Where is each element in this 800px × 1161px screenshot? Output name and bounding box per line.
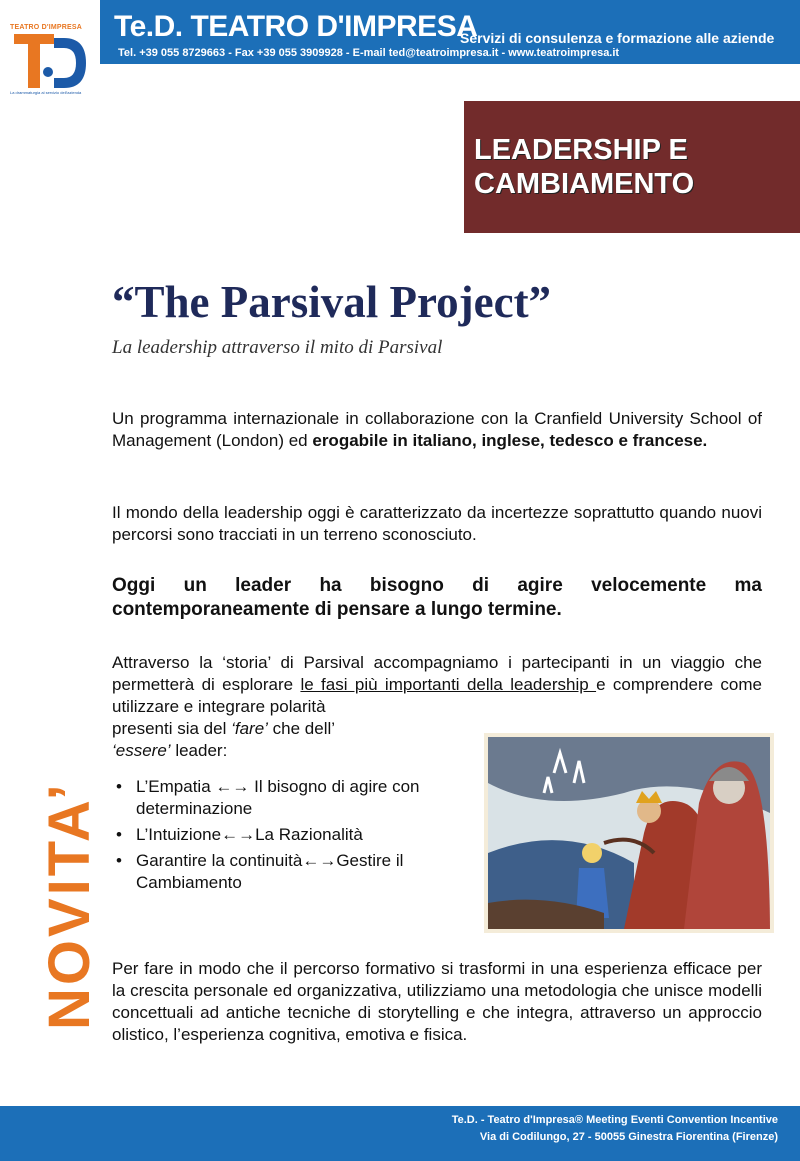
journey-text: Attraverso la ‘storia’ di Parsival accompagniamo i partecipanti in un viaggio che permetterà di esplorare — [112, 653, 762, 694]
intro-paragraph — [112, 408, 762, 452]
section-title: LEADERSHIP E CAMBIAMENTO — [474, 134, 695, 200]
polarity-list — [112, 776, 468, 898]
fare-word: ‘fare’ — [231, 719, 268, 738]
journey-text-e: leader: — [170, 741, 228, 760]
key-statement: Oggi un leader ha bisogno di agire velocemente ma contemporaneamente di pensare a lungo termine. — [112, 575, 762, 620]
methodology-paragraph: Per fare in modo che il percorso formativo si trasformi in una esperienza efficace per la crescita personale ed organizzativa, utilizziamo una metodologia che unisce modelli concettuali ad antiche tecniche di storytelling e che integra, attraverso un approccio olistico, l’esperienza cognitiva, emotiva e fisica. — [112, 959, 762, 1044]
essere-word: ‘essere’ — [112, 741, 171, 760]
journey-paragraph-cont — [112, 718, 472, 762]
page-title: “The Parsival Project” — [112, 277, 552, 327]
list-item: • L’Intuizione←→La Razionalità — [112, 824, 468, 846]
ted-logo-icon — [14, 32, 88, 92]
list-item: • Garantire la continuità←→Gestire il Cambiamento — [112, 850, 468, 894]
logo-subtitle: La drammaturgia al servizio dell'azienda — [10, 90, 82, 95]
logo-top-text: TEATRO D'IMPRESA — [10, 24, 83, 31]
journey-text-d: che dell’ — [267, 719, 336, 738]
journey-paragraph — [112, 652, 762, 718]
company-tagline: Servizi di consulenza e formazione alle aziende — [460, 30, 775, 46]
header-band — [100, 0, 800, 64]
novita-label: NOVITA’ — [37, 781, 102, 1030]
list-item: • L’Empatia ←→ Il bisogno di agire con determinazione — [112, 776, 468, 820]
journey-underlined: le fasi più importanti della leadership — [300, 675, 597, 694]
section-banner — [464, 101, 800, 233]
page-subtitle: La leadership attraverso il mito di Parsival — [112, 337, 443, 358]
header — [0, 0, 800, 98]
intro-text: Un programma internazionale in collaborazione con la Cranfield University School of Management (London) ed — [112, 409, 762, 450]
footer-address: Via di Codilungo, 27 - 50055 Ginestra Fiorentina (Firenze) — [479, 1131, 778, 1143]
intro-languages: erogabile in italiano, inglese, tedesco e francese. — [312, 431, 708, 450]
journey-text-b: e comprendere come utilizzare e integrare polarità — [112, 675, 763, 716]
company-name: Te.D. TEATRO D'IMPRESA — [114, 10, 478, 43]
journey-text-c: presenti sia del — [112, 719, 232, 738]
company-logo[interactable] — [0, 0, 100, 98]
parsival-illustration — [484, 733, 774, 933]
footer-services: Te.D. - Teatro d'Impresa® Meeting Eventi Convention Incentive — [451, 1114, 778, 1126]
context-paragraph: Il mondo della leadership oggi è caratterizzato da incertezze soprattutto quando nuovi percorsi sono tracciati in un terreno sconosciuto. — [112, 503, 762, 544]
footer — [0, 1106, 800, 1161]
contact-line[interactable]: Tel. +39 055 8729663 - Fax +39 055 3909928 - E-mail ted@teatroimpresa.it - www.teatroimpresa.it — [118, 47, 620, 59]
